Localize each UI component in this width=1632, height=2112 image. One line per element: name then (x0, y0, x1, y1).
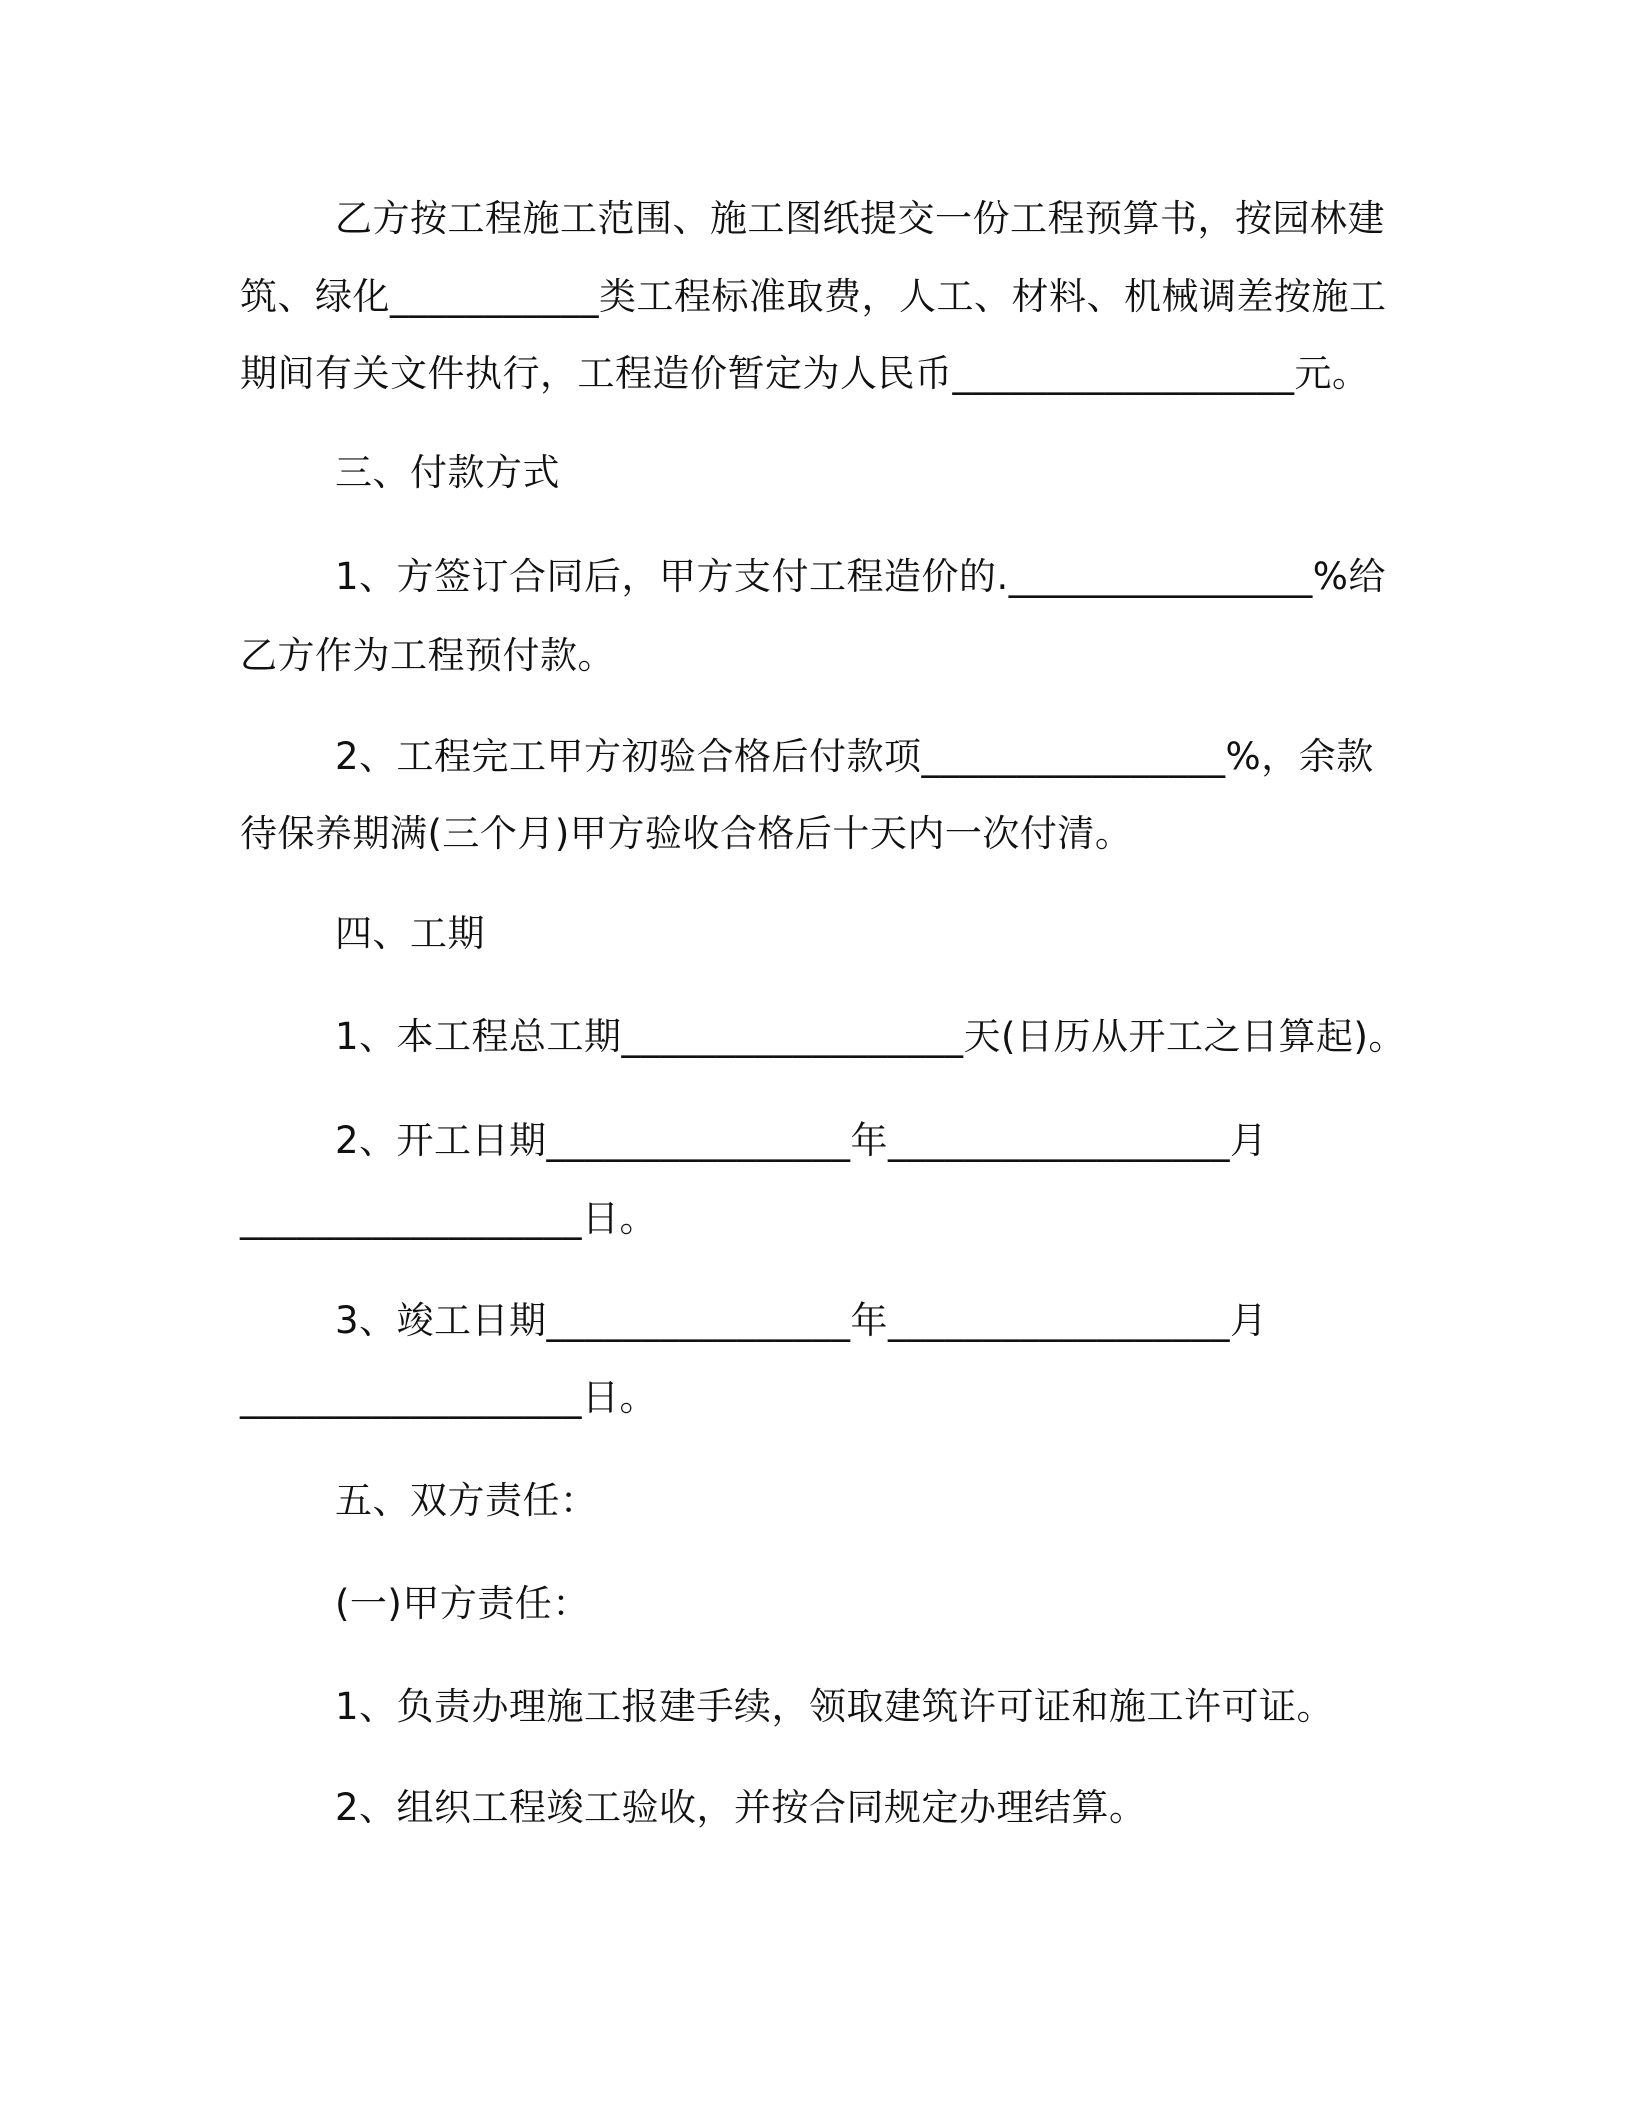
payment-item-2-line-2: 待保养期满(三个月)甲方验收合格后十天内一次付清。 (240, 812, 1133, 855)
party-a-item-1: 1、负责办理施工报建手续，领取建筑许可证和施工许可证。 (335, 1685, 1335, 1728)
payment-item-1-line-1: 1、方签订合同后，甲方支付工程造价的.________________%给 (335, 555, 1386, 598)
section-heading-responsibilities: 五、双方责任： (335, 1479, 598, 1522)
payment-item-1-line-2: 乙方作为工程预付款。 (240, 634, 615, 677)
payment-item-2-line-1: 2、工程完工甲方初验合格后付款项________________%，余款 (335, 735, 1374, 778)
section-heading-schedule: 四、工期 (335, 912, 485, 955)
subsection-heading-party-a: (一)甲方责任： (335, 1582, 590, 1625)
schedule-item-1: 1、本工程总工期__________________天(日历从开工之日算起)。 (335, 1015, 1406, 1058)
paragraph-budget-line-2: 筑、绿化___________类工程标准取费，人工、材料、机械调差按施工 (240, 275, 1387, 318)
schedule-item-2-line-1: 2、开工日期________________年__________________月 (335, 1119, 1268, 1162)
paragraph-budget-line-3: 期间有关文件执行，工程造价暂定为人民币__________________元。 (240, 352, 1370, 395)
schedule-item-3-line-1: 3、竣工日期________________年__________________月 (335, 1299, 1268, 1342)
section-heading-payment: 三、付款方式 (335, 451, 560, 494)
schedule-item-2-line-2: __________________日。 (240, 1197, 657, 1240)
paragraph-budget-line-1: 乙方按工程施工范围、施工图纸提交一份工程预算书，按园林建 (335, 197, 1385, 240)
schedule-item-3-line-2: __________________日。 (240, 1376, 657, 1419)
party-a-item-2: 2、组织工程竣工验收，并按合同规定办理结算。 (335, 1786, 1147, 1829)
